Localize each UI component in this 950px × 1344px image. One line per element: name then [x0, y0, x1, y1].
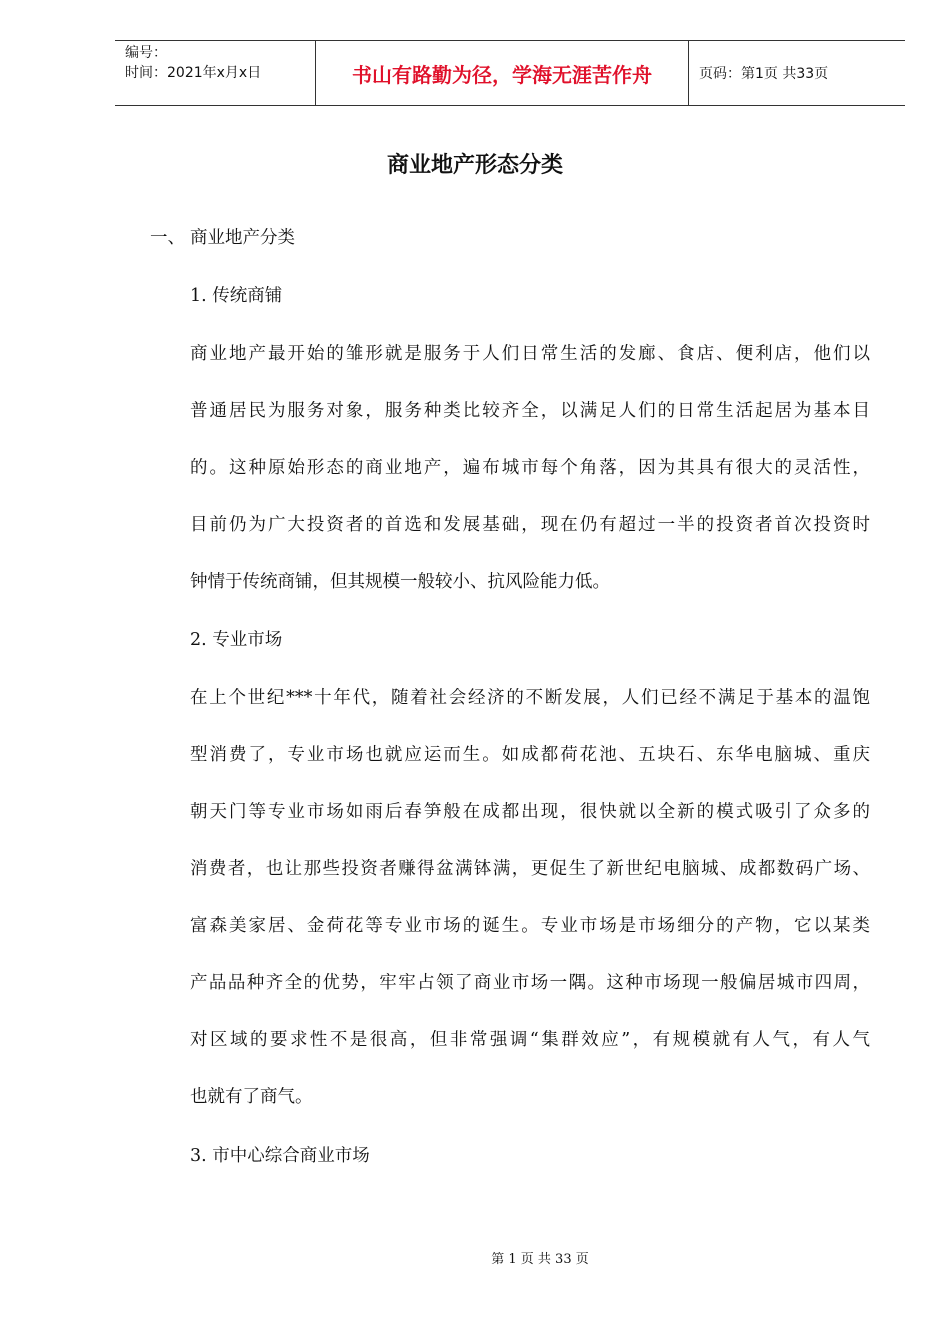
header-meta-cell — [115, 41, 316, 105]
section-title: 商业地产分类 — [190, 228, 295, 248]
paragraph-line: 产品品种齐全的优势，牢牢占领了商业市场一隅。这种市场现一般偏居城市四周， — [190, 973, 870, 993]
paragraph-line: 对区域的要求性不是很高，但非常强调“集群效应”，有规模就有人气，有人气 — [190, 1030, 870, 1050]
subsection-heading: 1. 传统商铺 — [190, 286, 283, 306]
paragraph-line: 商业地产最开始的雏形就是服务于人们日常生活的发廊、食店、便利店，他们以 — [190, 344, 870, 364]
paragraph-line: 钟情于传统商铺，但其规模一般较小、抗风险能力低。 — [190, 572, 610, 592]
page-footer: 第 1 页 共 33 页 — [491, 1252, 589, 1267]
document-title: 商业地产形态分类 — [386, 153, 563, 178]
header-time-label: 时间：2021年x月x日 — [125, 65, 262, 81]
paragraph-line: 朝天门等专业市场如雨后春笋般在成都出现，很快就以全新的模式吸引了众多的 — [190, 802, 870, 822]
paragraph-line: 的。这种原始形态的商业地产，遍布城市每个角落，因为其具有很大的灵活性， — [190, 458, 870, 478]
paragraph-line: 型消费了，专业市场也就应运而生。如成都荷花池、五块石、东华电脑城、重庆 — [190, 745, 870, 765]
subsection-heading: 3. 市中心综合商业市场 — [190, 1146, 370, 1166]
header-number-label: 编号： — [125, 45, 167, 61]
section-number: 一、 — [150, 228, 185, 248]
header-page-info: 页码：第1页 共33页 — [699, 66, 829, 82]
paragraph-line: 普通居民为服务对象，服务种类比较齐全，以满足人们的日常生活起居为基本目 — [190, 401, 870, 421]
paragraph-line: 消费者，也让那些投资者赚得盆满钵满，更促生了新世纪电脑城、成都数码广场、 — [190, 859, 870, 879]
header-motto: 书山有路勤为径，学海无涯苦作舟 — [316, 41, 689, 105]
subsection-heading: 2. 专业市场 — [190, 630, 283, 650]
header-table — [115, 40, 905, 106]
paragraph-line: 在上个世纪***十年代，随着社会经济的不断发展，人们已经不满足于基本的温饱 — [190, 688, 870, 708]
paragraph-line: 也就有了商气。 — [190, 1087, 313, 1107]
paragraph-line: 目前仍为广大投资者的首选和发展基础，现在仍有超过一半的投资者首次投资时 — [190, 515, 870, 535]
paragraph-line: 富森美家居、金荷花等专业市场的诞生。专业市场是市场细分的产物，它以某类 — [190, 916, 870, 936]
